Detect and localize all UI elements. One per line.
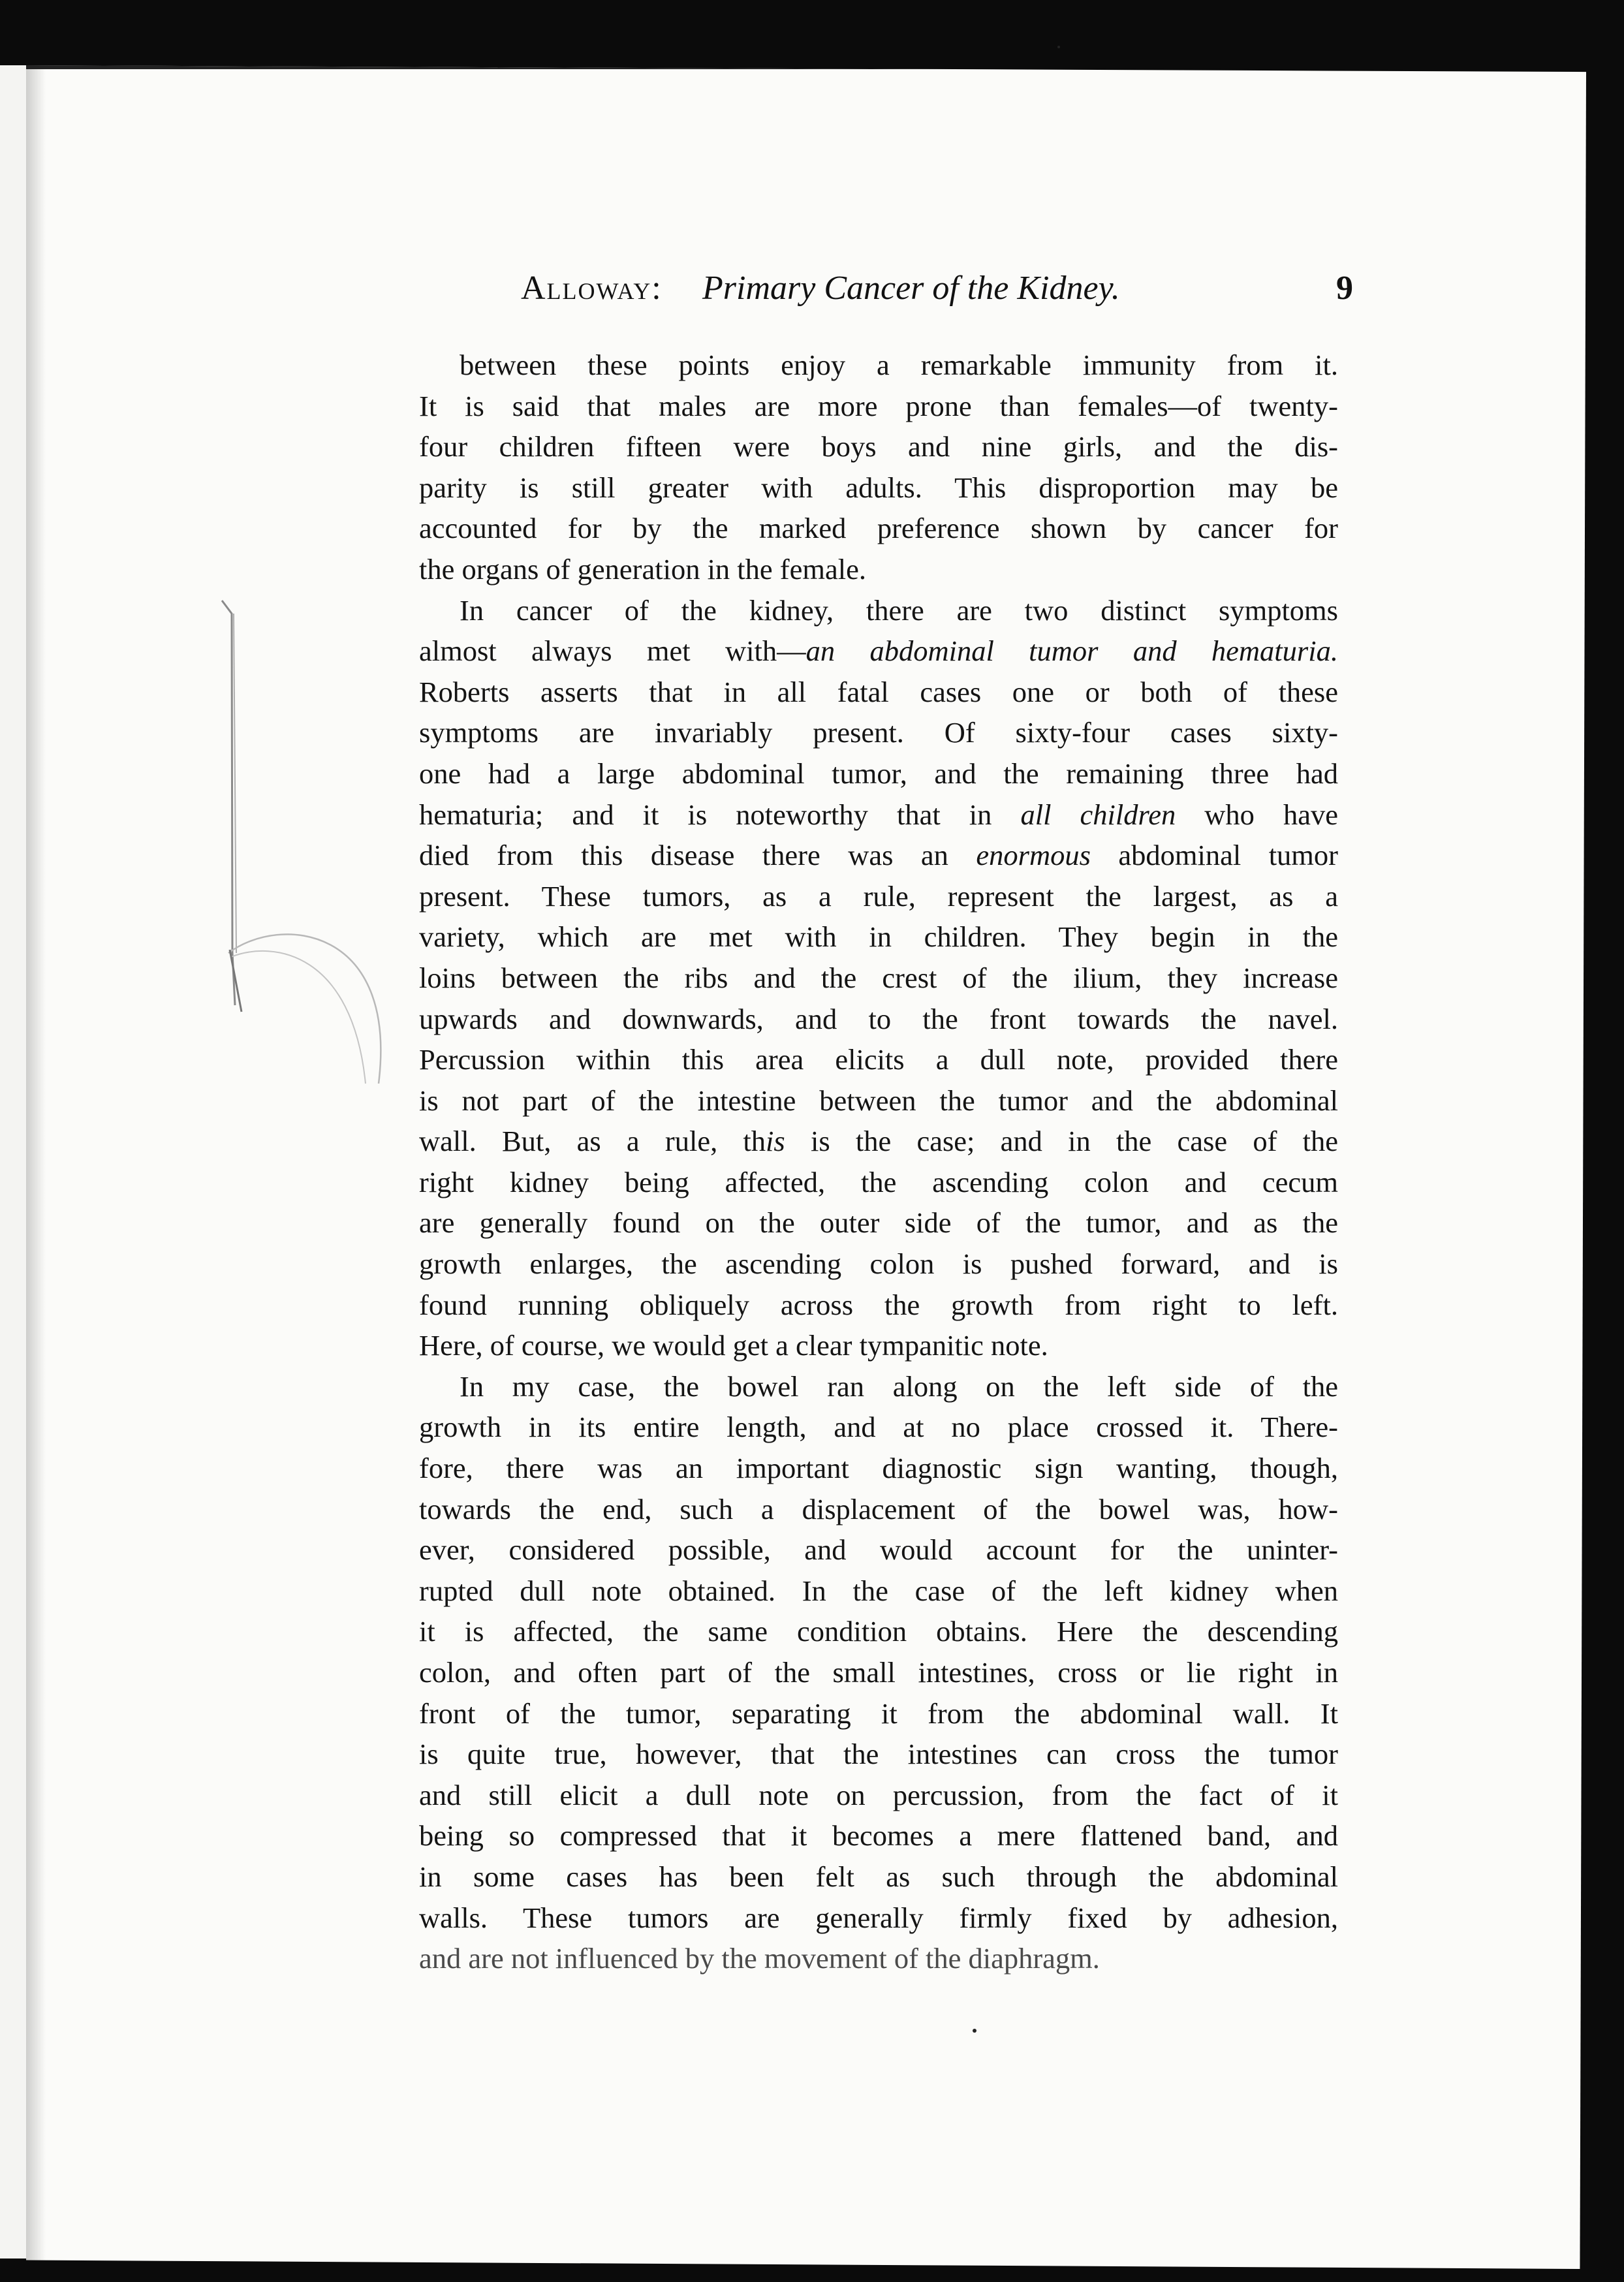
specks <box>1057 46 1060 48</box>
text-line: Here, of course, we would get a clear tympanitic note. <box>419 1329 1048 1362</box>
text-line: walls. These tumors are generally firmly fixed by adhesion, <box>419 1901 1338 1934</box>
text-line: is not part of the intestine between the tumor and the abdominal <box>419 1084 1338 1117</box>
text-line: variety, which are met with in children. They begin in the <box>419 920 1338 954</box>
text-line: is quite true, however, that the intestines can cross the tumor <box>419 1738 1338 1771</box>
text-line: parity is still greater with adults. This disproportion may be <box>419 471 1338 504</box>
text-line: right kidney being affected, the ascending colon and cecum <box>419 1165 1338 1198</box>
text-line: colon, and often part of the small intestines, cross or lie right in <box>419 1656 1338 1689</box>
text-line: almost always met with—an abdominal tumor and hematuria. <box>419 634 1338 668</box>
text-line: in some cases has been felt as such through the abdominal <box>419 1860 1338 1893</box>
text-line: it is affected, the same condition obtains. Here the descending <box>419 1615 1338 1648</box>
running-head <box>521 261 1353 313</box>
text-line: fore, there was an important diagnostic sign wanting, though, <box>419 1452 1338 1485</box>
running-head-author: Alloway: <box>521 270 663 307</box>
text-line: the organs of generation in the female. <box>419 552 866 586</box>
text-line: hematuria; and it is noteworthy that in all children who have <box>419 798 1338 831</box>
text-line: upwards and downwards, and to the front towards the navel. <box>419 1002 1338 1035</box>
text-line: died from this disease there was an enormous abdominal tumor <box>419 839 1338 872</box>
running-head-title: Primary Cancer of the Kidney. <box>702 270 1120 307</box>
body-text <box>419 345 1338 1979</box>
text-line: It is said that males are more prone than females—of twenty- <box>419 389 1338 422</box>
text-line: Roberts asserts that in all fatal cases one or both of these <box>419 675 1338 708</box>
text-line: growth in its entire length, and at no place crossed it. There- <box>419 1411 1338 1444</box>
text-line: In cancer of the kidney, there are two distinct symptoms <box>460 593 1338 627</box>
text-line: wall. But, as a rule, this is the case; and in the case of the <box>419 1125 1338 1158</box>
text-line: one had a large abdominal tumor, and the remaining three had <box>419 757 1338 790</box>
text-line: being so compressed that it becomes a mere flattened band, and <box>419 1819 1338 1852</box>
italic-phrase: an abdominal tumor and hematuria. <box>805 634 1338 668</box>
spine-shadow <box>26 69 46 2269</box>
text-line: towards the end, such a displacement of the bowel was, how- <box>419 1492 1338 1525</box>
text-line: In my case, the bowel ran along on the left side of the <box>460 1369 1338 1403</box>
italic-phrase: is <box>766 1125 785 1158</box>
text-line: found running obliquely across the growth from right to left. <box>419 1288 1338 1321</box>
italic-phrase: enormous <box>976 839 1091 872</box>
text-line: present. These tumors, as a rule, represent the largest, as a <box>419 879 1338 913</box>
text-line: are generally found on the outer side of the tumor, and as the <box>419 1206 1338 1240</box>
text-line: ever, considered possible, and would account for the uninter- <box>419 1533 1338 1567</box>
text-line: front of the tumor, separating it from the abdominal wall. It <box>419 1696 1338 1730</box>
text-line: symptoms are invariably present. Of sixty-four cases sixty- <box>419 716 1338 749</box>
text-line: Percussion within this area elicits a dull note, provided there <box>419 1043 1338 1076</box>
specks <box>973 2029 976 2033</box>
text-line: and are not influenced by the movement of the diaphragm. <box>419 1942 1100 1975</box>
text-line: and still elicit a dull note on percussion, from the fact of it <box>419 1778 1338 1811</box>
text-line: between these points enjoy a remarkable immunity from it. <box>460 349 1338 381</box>
text-line: loins between the ribs and the crest of the ilium, they increase <box>419 961 1338 994</box>
text-line: four children fifteen were boys and nine girls, and the dis- <box>419 430 1338 463</box>
page-number: 9 <box>1336 270 1353 307</box>
pencil-margin-mark <box>202 587 418 1110</box>
text-line: rupted dull note obtained. In the case of the left kidney when <box>419 1574 1338 1607</box>
italic-phrase: all children <box>1020 798 1176 831</box>
text-line: growth enlarges, the ascending colon is pushed forward, and is <box>419 1247 1338 1281</box>
text-line: accounted for by the marked preference shown by cancer for <box>419 512 1338 545</box>
